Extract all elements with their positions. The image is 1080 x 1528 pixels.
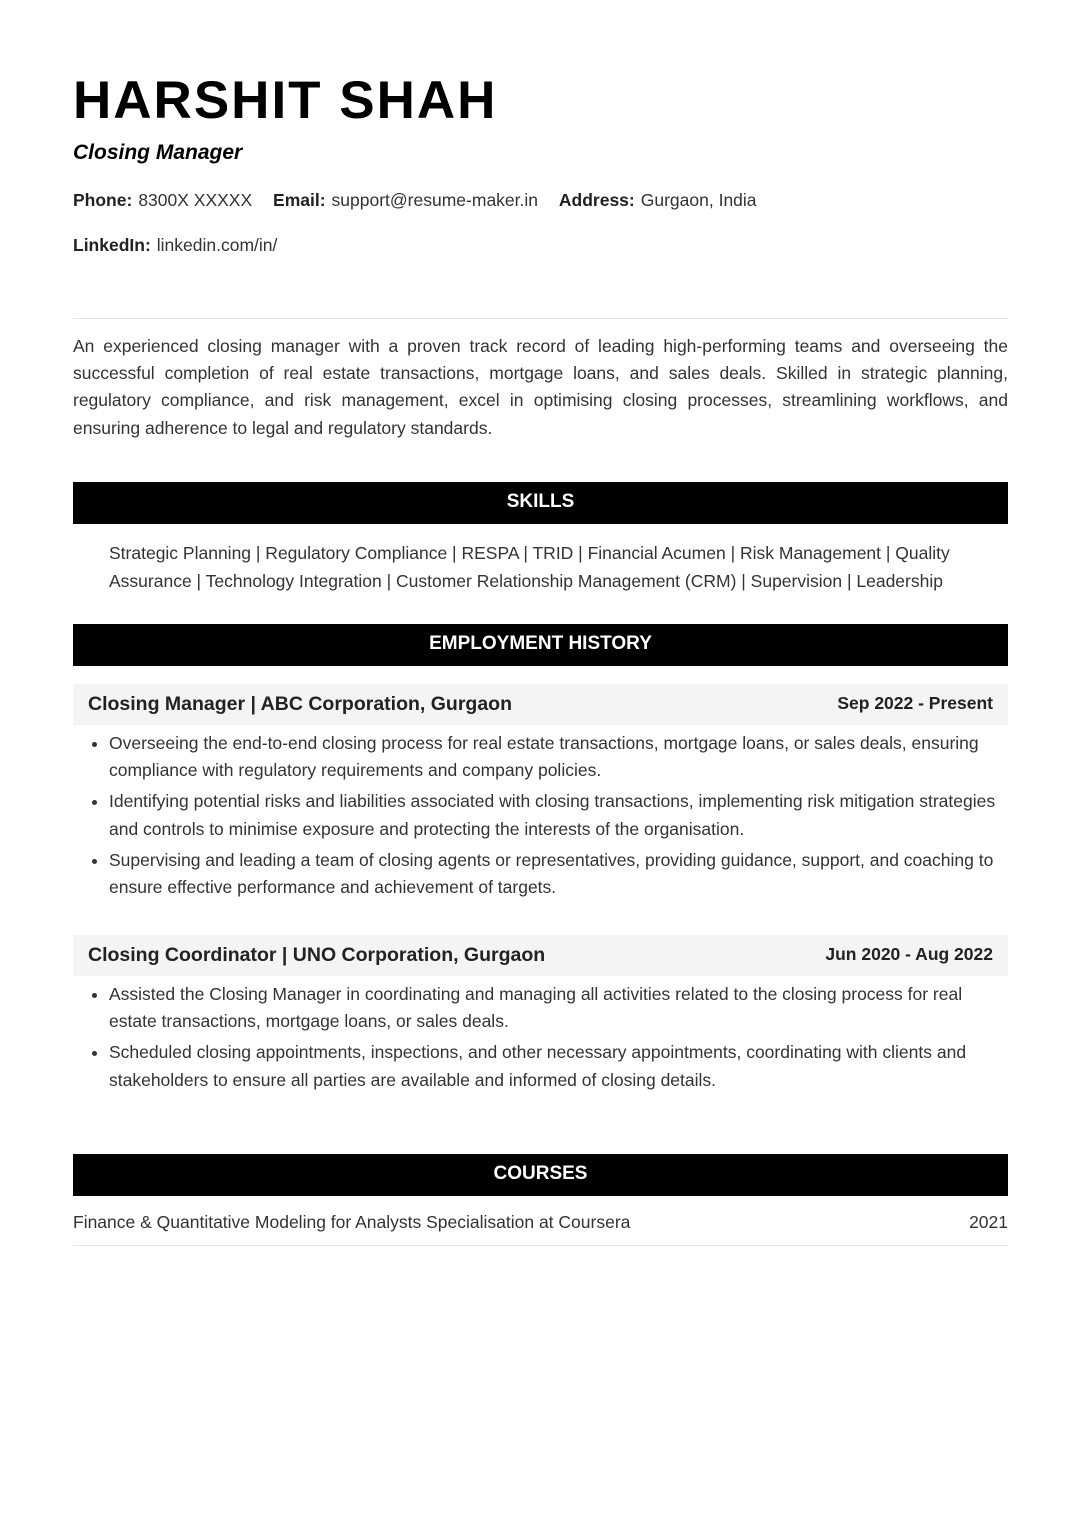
phone-label: Phone:: [73, 190, 133, 210]
email-item: [273, 190, 538, 210]
section-header-courses: COURSES: [73, 1154, 1008, 1196]
job-bullets: [73, 730, 1008, 905]
email-label: Email:: [273, 190, 326, 210]
job-dates: Sep 2022 - Present: [837, 693, 993, 713]
job-header: [73, 935, 1008, 976]
course-divider: [73, 1245, 1008, 1246]
phone-value: 8300X XXXXX: [138, 190, 253, 210]
candidate-title: Closing Manager: [73, 141, 243, 164]
section-header-employment: EMPLOYMENT HISTORY: [73, 624, 1008, 666]
contact-row-primary: [73, 190, 773, 211]
job-title: Closing Coordinator | UNO Corporation, Gurgaon: [88, 944, 546, 966]
job-bullets: [73, 981, 1008, 1098]
course-name: Finance & Quantitative Modeling for Analysts Specialisation at Coursera: [73, 1212, 631, 1232]
address-item: [559, 190, 757, 210]
linkedin-label: LinkedIn:: [73, 235, 151, 255]
section-header-skills: SKILLS: [73, 482, 1008, 524]
email-value[interactable]: support@resume-maker.in: [331, 190, 539, 210]
contact-row-secondary: [73, 235, 293, 256]
bullet-item: Supervising and leading a team of closing agents or representatives, providing guidance, support, and coaching to ensure effective performance and achievement of targets.: [73, 847, 1008, 901]
phone-item: [73, 190, 252, 210]
job-title: Closing Manager | ABC Corporation, Gurgaon: [88, 693, 512, 715]
header-divider: [73, 318, 1008, 319]
address-label: Address:: [558, 190, 635, 210]
bullet-item: Overseeing the end-to-end closing process for real estate transactions, mortgage loans, or sales deals, ensuring compliance with regulatory requirements and company policies.: [73, 730, 1008, 784]
bullet-item: Scheduled closing appointments, inspections, and other necessary appointments, coordinating with clients and stakeholders to ensure all parties are available and informed of closing details.: [73, 1039, 1008, 1093]
job-header: [73, 684, 1008, 725]
job-dates: Jun 2020 - Aug 2022: [825, 944, 993, 964]
linkedin-item: [73, 235, 277, 255]
candidate-name: HARSHIT SHAH: [73, 71, 498, 130]
skills-list: Strategic Planning | Regulatory Compliance | RESPA | TRID | Financial Acumen | Risk Management | Quality Assurance | Technology Integration | Customer Relationship Management (CRM) | Supervision | Leadership: [109, 543, 950, 591]
course-row: [73, 1212, 1008, 1246]
profile-summary: An experienced closing manager with a proven track record of leading high-performing teams and overseeing the successful completion of real estate transactions, mortgage loans, and sales deals. Skilled in strategic planning, regulatory compliance, and risk management, excel in optimising closing processes, streamlining workflows, and ensuring adherence to legal and regulatory standards.: [73, 336, 1008, 438]
course-year: 2021: [969, 1212, 1008, 1232]
bullet-item: Identifying potential risks and liabilities associated with closing transactions, implementing risk mitigation strategies and controls to minimise exposure and protecting the interests of the organisation.: [73, 788, 1008, 842]
address-value: Gurgaon, India: [640, 190, 757, 210]
bullet-item: Assisted the Closing Manager in coordinating and managing all activities related to the closing process for real estate transactions, mortgage loans, or sales deals.: [73, 981, 1008, 1035]
linkedin-value[interactable]: linkedin.com/in/: [156, 235, 278, 255]
